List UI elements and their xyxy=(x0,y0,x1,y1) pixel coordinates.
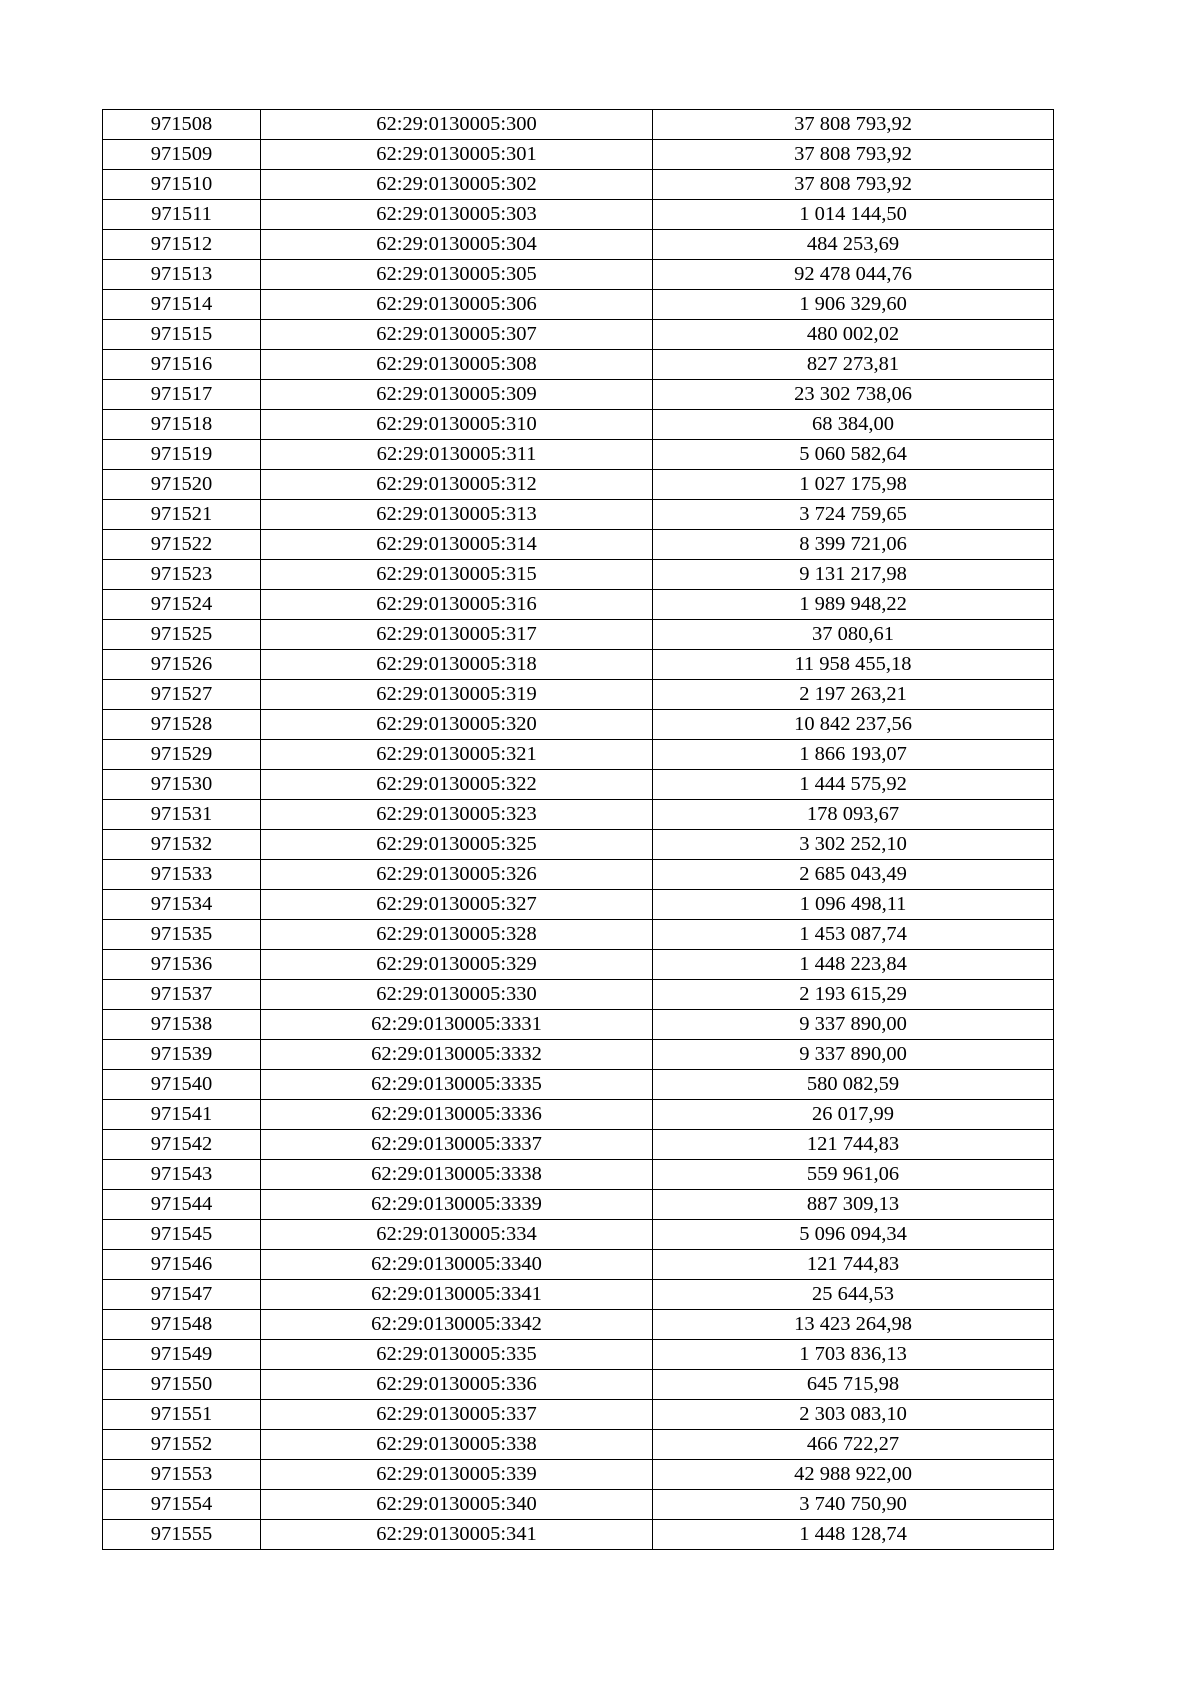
row-number-cell: 971540 xyxy=(103,1070,261,1100)
cadastral-number-cell: 62:29:0130005:310 xyxy=(261,410,653,440)
cadastral-value-cell: 37 808 793,92 xyxy=(653,140,1054,170)
cadastral-number-cell: 62:29:0130005:314 xyxy=(261,530,653,560)
row-number-cell: 971512 xyxy=(103,230,261,260)
cadastral-number-cell: 62:29:0130005:3332 xyxy=(261,1040,653,1070)
row-number-cell: 971539 xyxy=(103,1040,261,1070)
cadastral-number-cell: 62:29:0130005:3335 xyxy=(261,1070,653,1100)
table-body xyxy=(103,110,1054,1550)
row-number-cell: 971551 xyxy=(103,1400,261,1430)
table-row xyxy=(103,770,1054,800)
cadastral-value-cell: 68 384,00 xyxy=(653,410,1054,440)
cadastral-value-cell: 1 444 575,92 xyxy=(653,770,1054,800)
table-row xyxy=(103,1010,1054,1040)
cadastral-number-cell: 62:29:0130005:309 xyxy=(261,380,653,410)
cadastral-value-cell: 3 724 759,65 xyxy=(653,500,1054,530)
table-row xyxy=(103,740,1054,770)
table-row xyxy=(103,1520,1054,1550)
table-row xyxy=(103,410,1054,440)
row-number-cell: 971545 xyxy=(103,1220,261,1250)
cadastral-value-cell: 2 193 615,29 xyxy=(653,980,1054,1010)
table-row xyxy=(103,470,1054,500)
cadastral-number-cell: 62:29:0130005:315 xyxy=(261,560,653,590)
table-row xyxy=(103,350,1054,380)
cadastral-number-cell: 62:29:0130005:337 xyxy=(261,1400,653,1430)
cadastral-value-cell: 887 309,13 xyxy=(653,1190,1054,1220)
table-row xyxy=(103,1460,1054,1490)
row-number-cell: 971514 xyxy=(103,290,261,320)
row-number-cell: 971526 xyxy=(103,650,261,680)
row-number-cell: 971513 xyxy=(103,260,261,290)
table-row xyxy=(103,620,1054,650)
cadastral-number-cell: 62:29:0130005:304 xyxy=(261,230,653,260)
cadastral-number-cell: 62:29:0130005:319 xyxy=(261,680,653,710)
row-number-cell: 971536 xyxy=(103,950,261,980)
cadastral-value-cell: 92 478 044,76 xyxy=(653,260,1054,290)
cadastral-value-cell: 9 131 217,98 xyxy=(653,560,1054,590)
row-number-cell: 971555 xyxy=(103,1520,261,1550)
cadastral-number-cell: 62:29:0130005:335 xyxy=(261,1340,653,1370)
row-number-cell: 971528 xyxy=(103,710,261,740)
cadastral-number-cell: 62:29:0130005:3342 xyxy=(261,1310,653,1340)
cadastral-number-cell: 62:29:0130005:339 xyxy=(261,1460,653,1490)
row-number-cell: 971519 xyxy=(103,440,261,470)
table-row xyxy=(103,290,1054,320)
row-number-cell: 971538 xyxy=(103,1010,261,1040)
cadastral-number-cell: 62:29:0130005:326 xyxy=(261,860,653,890)
table-row xyxy=(103,920,1054,950)
cadastral-number-cell: 62:29:0130005:341 xyxy=(261,1520,653,1550)
cadastral-value-cell: 42 988 922,00 xyxy=(653,1460,1054,1490)
table-row xyxy=(103,800,1054,830)
cadastral-number-cell: 62:29:0130005:3331 xyxy=(261,1010,653,1040)
table-row xyxy=(103,440,1054,470)
cadastral-value-cell: 580 082,59 xyxy=(653,1070,1054,1100)
cadastral-number-cell: 62:29:0130005:300 xyxy=(261,110,653,140)
table-row xyxy=(103,1190,1054,1220)
cadastral-value-cell: 1 906 329,60 xyxy=(653,290,1054,320)
table-row xyxy=(103,1100,1054,1130)
cadastral-value-cell: 1 014 144,50 xyxy=(653,200,1054,230)
cadastral-value-cell: 9 337 890,00 xyxy=(653,1040,1054,1070)
row-number-cell: 971520 xyxy=(103,470,261,500)
cadastral-number-cell: 62:29:0130005:308 xyxy=(261,350,653,380)
cadastral-value-cell: 26 017,99 xyxy=(653,1100,1054,1130)
cadastral-number-cell: 62:29:0130005:321 xyxy=(261,740,653,770)
cadastral-number-cell: 62:29:0130005:317 xyxy=(261,620,653,650)
table-row xyxy=(103,1220,1054,1250)
row-number-cell: 971535 xyxy=(103,920,261,950)
table-row xyxy=(103,710,1054,740)
cadastral-value-cell: 37 080,61 xyxy=(653,620,1054,650)
cadastral-number-cell: 62:29:0130005:340 xyxy=(261,1490,653,1520)
table-row xyxy=(103,110,1054,140)
row-number-cell: 971537 xyxy=(103,980,261,1010)
cadastral-number-cell: 62:29:0130005:322 xyxy=(261,770,653,800)
cadastral-number-cell: 62:29:0130005:323 xyxy=(261,800,653,830)
cadastral-value-cell: 1 866 193,07 xyxy=(653,740,1054,770)
row-number-cell: 971530 xyxy=(103,770,261,800)
row-number-cell: 971543 xyxy=(103,1160,261,1190)
cadastral-number-cell: 62:29:0130005:301 xyxy=(261,140,653,170)
row-number-cell: 971524 xyxy=(103,590,261,620)
table-row xyxy=(103,590,1054,620)
cadastral-number-cell: 62:29:0130005:3339 xyxy=(261,1190,653,1220)
cadastral-value-cell: 1 989 948,22 xyxy=(653,590,1054,620)
cadastral-number-cell: 62:29:0130005:329 xyxy=(261,950,653,980)
cadastral-value-cell: 5 096 094,34 xyxy=(653,1220,1054,1250)
table-row xyxy=(103,1130,1054,1160)
cadastral-number-cell: 62:29:0130005:305 xyxy=(261,260,653,290)
cadastral-number-cell: 62:29:0130005:3336 xyxy=(261,1100,653,1130)
cadastral-value-cell: 1 703 836,13 xyxy=(653,1340,1054,1370)
row-number-cell: 971527 xyxy=(103,680,261,710)
table-row xyxy=(103,1400,1054,1430)
row-number-cell: 971516 xyxy=(103,350,261,380)
table-row xyxy=(103,680,1054,710)
table-row xyxy=(103,1310,1054,1340)
cadastral-value-cell: 3 302 252,10 xyxy=(653,830,1054,860)
row-number-cell: 971509 xyxy=(103,140,261,170)
row-number-cell: 971521 xyxy=(103,500,261,530)
cadastral-number-cell: 62:29:0130005:330 xyxy=(261,980,653,1010)
table-row xyxy=(103,560,1054,590)
table-row xyxy=(103,1040,1054,1070)
cadastral-number-cell: 62:29:0130005:336 xyxy=(261,1370,653,1400)
row-number-cell: 971547 xyxy=(103,1280,261,1310)
row-number-cell: 971553 xyxy=(103,1460,261,1490)
row-number-cell: 971546 xyxy=(103,1250,261,1280)
table-row xyxy=(103,1280,1054,1310)
cadastral-value-cell: 1 448 223,84 xyxy=(653,950,1054,980)
row-number-cell: 971549 xyxy=(103,1340,261,1370)
cadastral-number-cell: 62:29:0130005:312 xyxy=(261,470,653,500)
cadastral-value-cell: 13 423 264,98 xyxy=(653,1310,1054,1340)
row-number-cell: 971529 xyxy=(103,740,261,770)
row-number-cell: 971552 xyxy=(103,1430,261,1460)
table-row xyxy=(103,320,1054,350)
cadastral-value-cell: 2 303 083,10 xyxy=(653,1400,1054,1430)
cadastral-value-cell: 827 273,81 xyxy=(653,350,1054,380)
cadastral-value-cell: 8 399 721,06 xyxy=(653,530,1054,560)
cadastral-number-cell: 62:29:0130005:307 xyxy=(261,320,653,350)
row-number-cell: 971534 xyxy=(103,890,261,920)
cadastral-value-cell: 466 722,27 xyxy=(653,1430,1054,1460)
table-row xyxy=(103,500,1054,530)
cadastral-value-cell: 2 197 263,21 xyxy=(653,680,1054,710)
cadastral-value-cell: 9 337 890,00 xyxy=(653,1010,1054,1040)
table-row xyxy=(103,1430,1054,1460)
cadastral-value-cell: 37 808 793,92 xyxy=(653,110,1054,140)
row-number-cell: 971523 xyxy=(103,560,261,590)
row-number-cell: 971544 xyxy=(103,1190,261,1220)
row-number-cell: 971522 xyxy=(103,530,261,560)
cadastral-value-cell: 484 253,69 xyxy=(653,230,1054,260)
cadastral-value-cell: 3 740 750,90 xyxy=(653,1490,1054,1520)
row-number-cell: 971532 xyxy=(103,830,261,860)
cadastral-number-cell: 62:29:0130005:328 xyxy=(261,920,653,950)
table-row xyxy=(103,1340,1054,1370)
cadastral-number-cell: 62:29:0130005:325 xyxy=(261,830,653,860)
cadastral-number-cell: 62:29:0130005:318 xyxy=(261,650,653,680)
row-number-cell: 971548 xyxy=(103,1310,261,1340)
cadastral-number-cell: 62:29:0130005:302 xyxy=(261,170,653,200)
cadastral-number-cell: 62:29:0130005:316 xyxy=(261,590,653,620)
cadastral-number-cell: 62:29:0130005:338 xyxy=(261,1430,653,1460)
row-number-cell: 971510 xyxy=(103,170,261,200)
cadastral-number-cell: 62:29:0130005:303 xyxy=(261,200,653,230)
cadastral-number-cell: 62:29:0130005:313 xyxy=(261,500,653,530)
table-row xyxy=(103,1070,1054,1100)
table-row xyxy=(103,230,1054,260)
row-number-cell: 971511 xyxy=(103,200,261,230)
cadastral-value-cell: 23 302 738,06 xyxy=(653,380,1054,410)
table-row xyxy=(103,140,1054,170)
cadastral-value-cell: 5 060 582,64 xyxy=(653,440,1054,470)
table-row xyxy=(103,1370,1054,1400)
table-row xyxy=(103,380,1054,410)
row-number-cell: 971515 xyxy=(103,320,261,350)
cadastral-value-cell: 178 093,67 xyxy=(653,800,1054,830)
row-number-cell: 971550 xyxy=(103,1370,261,1400)
cadastral-value-cell: 1 453 087,74 xyxy=(653,920,1054,950)
table-row xyxy=(103,200,1054,230)
cadastral-number-cell: 62:29:0130005:3341 xyxy=(261,1280,653,1310)
table-row xyxy=(103,170,1054,200)
cadastral-number-cell: 62:29:0130005:311 xyxy=(261,440,653,470)
table-row xyxy=(103,950,1054,980)
cadastral-value-cell: 11 958 455,18 xyxy=(653,650,1054,680)
table-row xyxy=(103,650,1054,680)
table-row xyxy=(103,1490,1054,1520)
cadastral-number-cell: 62:29:0130005:327 xyxy=(261,890,653,920)
row-number-cell: 971531 xyxy=(103,800,261,830)
row-number-cell: 971542 xyxy=(103,1130,261,1160)
cadastral-number-cell: 62:29:0130005:334 xyxy=(261,1220,653,1250)
cadastral-number-cell: 62:29:0130005:3337 xyxy=(261,1130,653,1160)
row-number-cell: 971518 xyxy=(103,410,261,440)
table-row xyxy=(103,1250,1054,1280)
cadastral-number-cell: 62:29:0130005:306 xyxy=(261,290,653,320)
cadastral-value-cell: 25 644,53 xyxy=(653,1280,1054,1310)
row-number-cell: 971541 xyxy=(103,1100,261,1130)
cadastral-value-cell: 645 715,98 xyxy=(653,1370,1054,1400)
row-number-cell: 971525 xyxy=(103,620,261,650)
cadastral-number-cell: 62:29:0130005:3340 xyxy=(261,1250,653,1280)
row-number-cell: 971517 xyxy=(103,380,261,410)
table-row xyxy=(103,890,1054,920)
table-row xyxy=(103,830,1054,860)
table-row xyxy=(103,530,1054,560)
cadastral-value-cell: 10 842 237,56 xyxy=(653,710,1054,740)
cadastral-value-cell: 559 961,06 xyxy=(653,1160,1054,1190)
cadastral-number-cell: 62:29:0130005:320 xyxy=(261,710,653,740)
cadastral-value-cell: 2 685 043,49 xyxy=(653,860,1054,890)
cadastral-value-cell: 121 744,83 xyxy=(653,1130,1054,1160)
table-row xyxy=(103,260,1054,290)
cadastral-number-cell: 62:29:0130005:3338 xyxy=(261,1160,653,1190)
table-row xyxy=(103,980,1054,1010)
cadastral-value-table xyxy=(102,109,1054,1550)
cadastral-value-cell: 1 448 128,74 xyxy=(653,1520,1054,1550)
cadastral-value-cell: 121 744,83 xyxy=(653,1250,1054,1280)
row-number-cell: 971508 xyxy=(103,110,261,140)
cadastral-value-cell: 1 027 175,98 xyxy=(653,470,1054,500)
table-row xyxy=(103,1160,1054,1190)
cadastral-value-cell: 1 096 498,11 xyxy=(653,890,1054,920)
row-number-cell: 971554 xyxy=(103,1490,261,1520)
row-number-cell: 971533 xyxy=(103,860,261,890)
cadastral-value-cell: 37 808 793,92 xyxy=(653,170,1054,200)
cadastral-value-cell: 480 002,02 xyxy=(653,320,1054,350)
table-row xyxy=(103,860,1054,890)
